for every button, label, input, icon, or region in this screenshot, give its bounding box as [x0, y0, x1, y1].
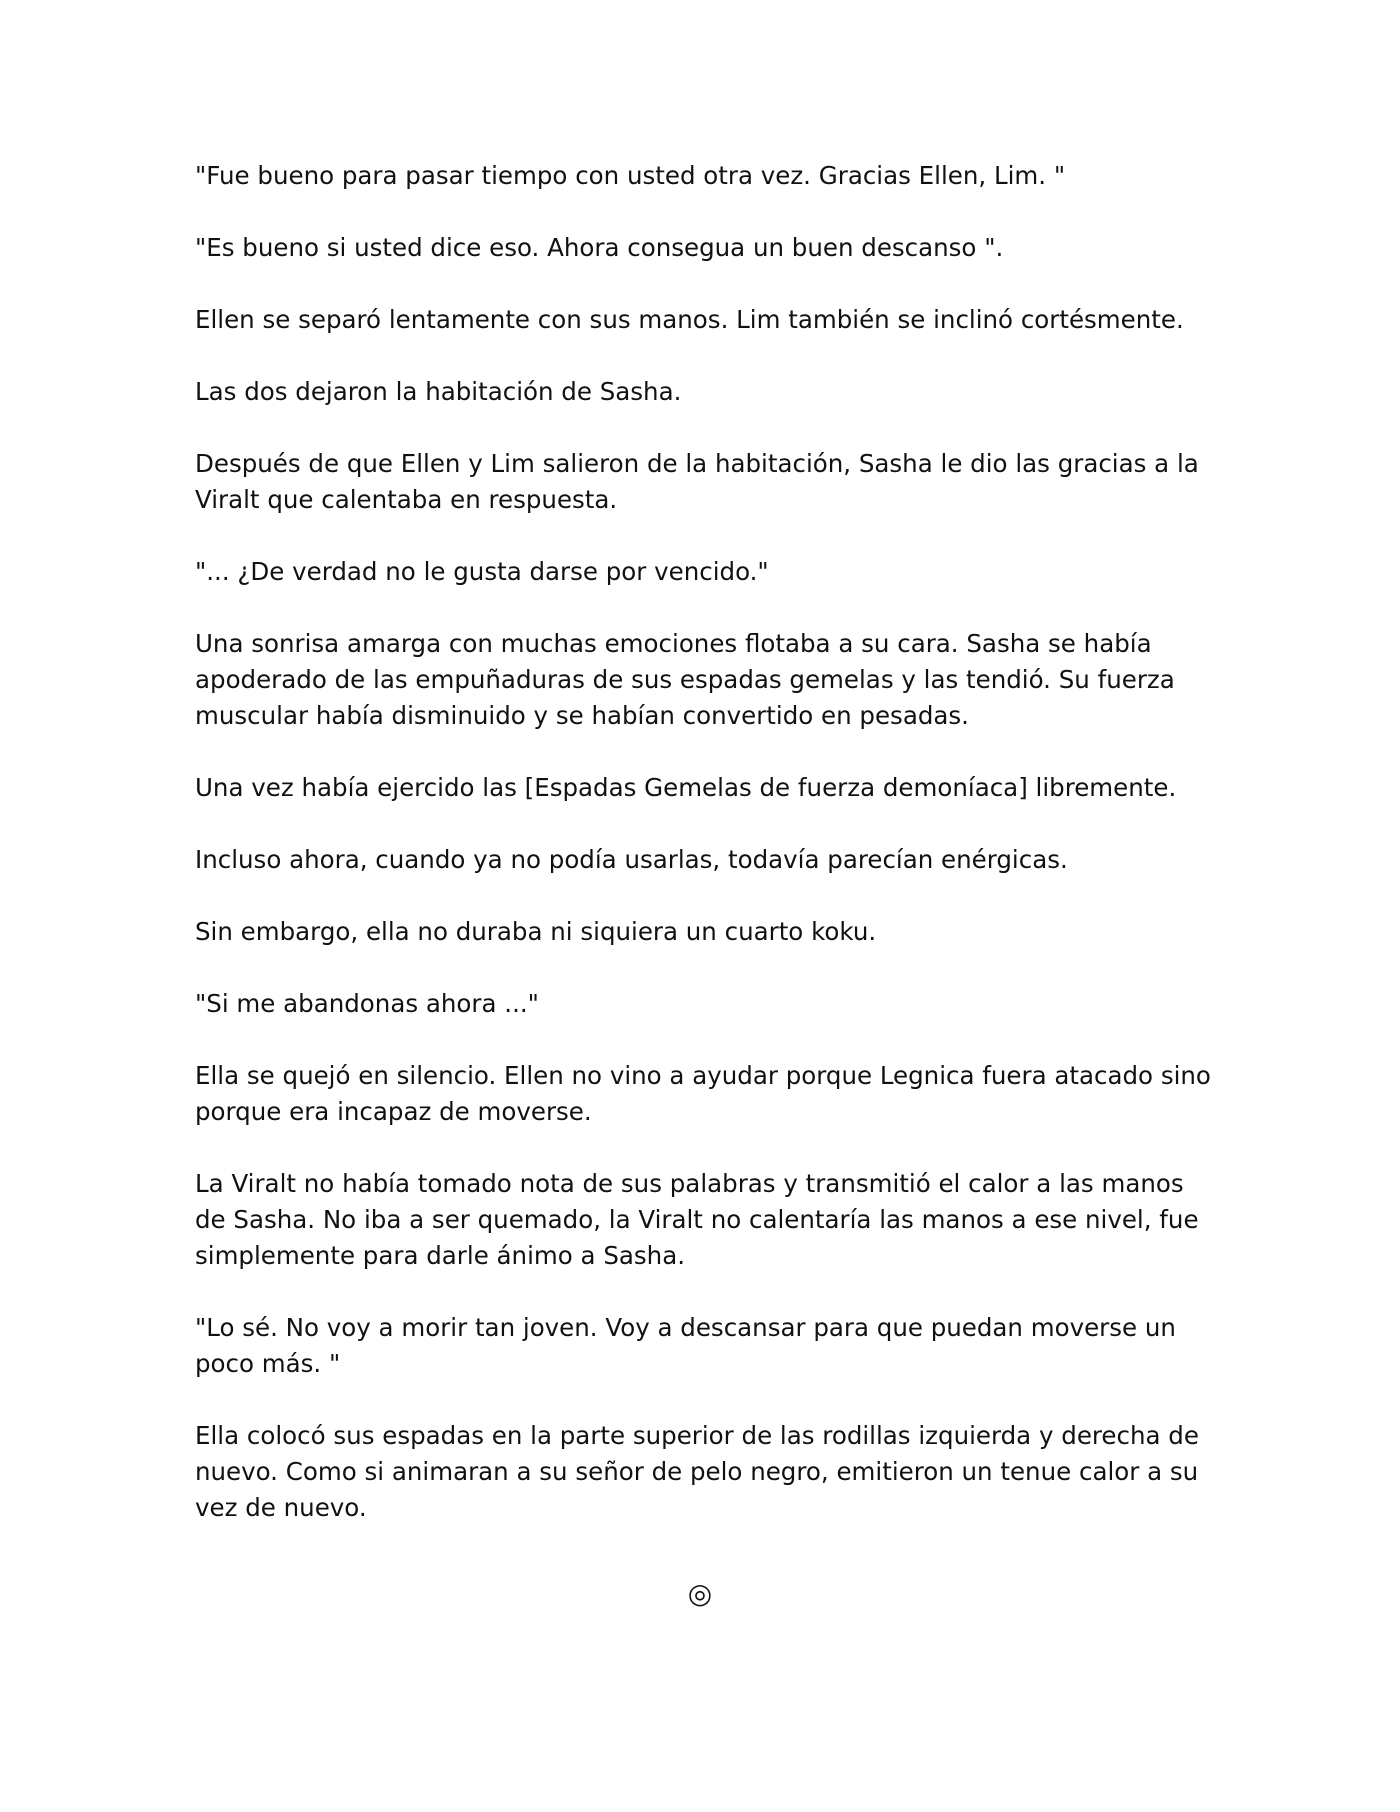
paragraph: Una vez había ejercido las [Espadas Gemelas de fuerza demoníaca] libremente. [195, 773, 1177, 802]
section-separator: ◎ [687, 1577, 713, 1610]
paragraph: Ellen se separó lentamente con sus manos. Lim también se inclinó cortésmente. [195, 305, 1184, 334]
paragraph: Las dos dejaron la habitación de Sasha. [195, 377, 682, 406]
paragraph: Ella colocó sus espadas en la parte superior de las rodillas izquierda y derecha de nuevo. Como si animaran a su señor de pelo negro, emitieron un tenue calor a su vez de nuevo. [195, 1421, 1199, 1522]
paragraph: "Es bueno si usted dice eso. Ahora consegua un buen descanso ". [195, 233, 1004, 262]
paragraph: Sin embargo, ella no duraba ni siquiera un cuarto koku. [195, 917, 877, 946]
paragraph: Después de que Ellen y Lim salieron de la habitación, Sasha le dio las gracias a la Viralt que calentaba en respuesta. [195, 449, 1199, 514]
document-body [195, 158, 1215, 1562]
paragraph: Incluso ahora, cuando ya no podía usarlas, todavía parecían enérgicas. [195, 845, 1068, 874]
paragraph: "... ¿De verdad no le gusta darse por vencido." [195, 557, 769, 586]
paragraph: La Viralt no había tomado nota de sus palabras y transmitió el calor a las manos de Sasha. No iba a ser quemado, la Viralt no calentaría las manos a ese nivel, fue simplemente para darle ánimo a Sasha. [195, 1169, 1199, 1270]
paragraph: "Si me abandonas ahora ..." [195, 989, 539, 1018]
paragraph: "Lo sé. No voy a morir tan joven. Voy a descansar para que puedan moverse un poco más. " [195, 1313, 1176, 1378]
paragraph: "Fue bueno para pasar tiempo con usted otra vez. Gracias Ellen, Lim. " [195, 161, 1066, 190]
paragraph: Ella se quejó en silencio. Ellen no vino a ayudar porque Legnica fuera atacado sino porque era incapaz de moverse. [195, 1061, 1211, 1126]
paragraph: Una sonrisa amarga con muchas emociones flotaba a su cara. Sasha se había apoderado de las empuñaduras de sus espadas gemelas y las tendió. Su fuerza muscular había disminuido y se habían convertido en pesadas. [195, 629, 1175, 730]
